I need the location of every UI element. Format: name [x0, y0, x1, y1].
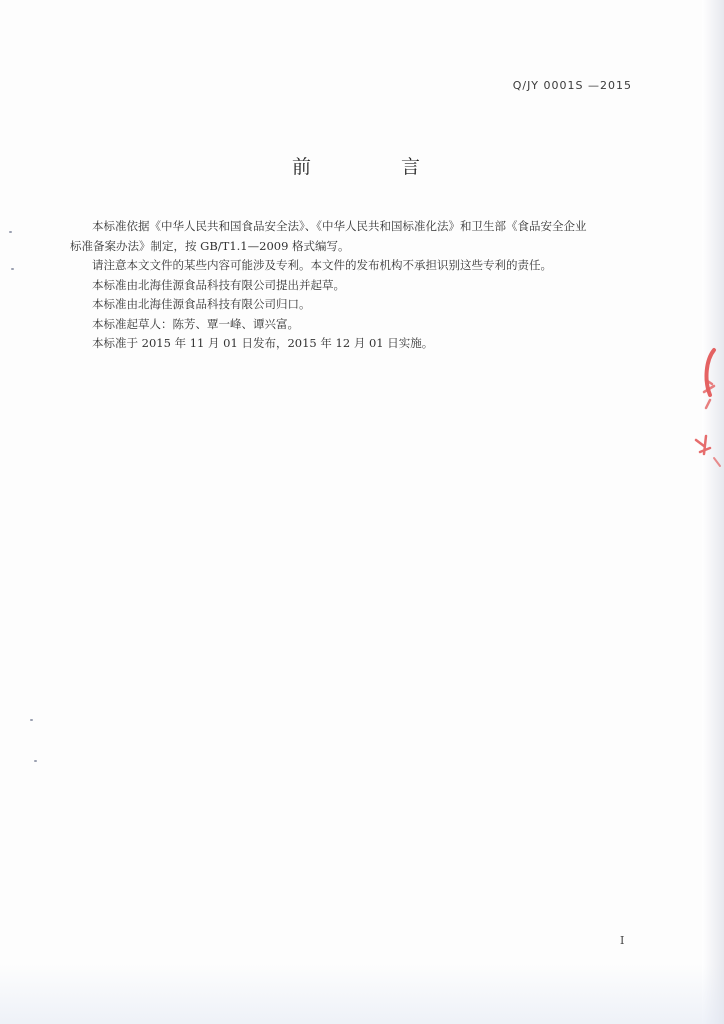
page-number: I: [620, 934, 625, 947]
page-title: 前 言: [291, 156, 463, 178]
scan-speck: [30, 719, 33, 721]
scan-speck: [11, 268, 14, 270]
paragraph-line: 请注意本文文件的某些内容可能涉及专利。本文件的发布机构不承担识别这些专利的责任。: [92, 258, 552, 272]
paragraph-dates: [70, 334, 640, 354]
paragraph-line: 本标准由北海佳源食品科技有限公司提出并起草。: [92, 277, 345, 292]
paragraph-line: 本标准于 2015 年 11 月 01 日发布，2015 年 12 月 01 日实施。: [92, 336, 434, 350]
paragraph-line: 本标准起草人：陈芳、覃一峰、谭兴富。: [92, 316, 299, 331]
scan-speck: [9, 231, 12, 233]
paragraph-drafters: [70, 315, 640, 335]
scan-speck: [34, 760, 37, 762]
paragraph-line: 本标准依据《中华人民共和国食品安全法》、《中华人民共和国标准化法》和卫生部《食品安全企业: [92, 219, 587, 233]
paragraph-line: 本标准由北海佳源食品科技有限公司归口。: [92, 297, 311, 311]
paragraph-proposer: [70, 276, 640, 296]
paragraph-centralized: [70, 295, 640, 315]
red-seal-fragment: [684, 340, 724, 500]
paragraph-patent-notice: [70, 256, 640, 276]
paragraph-line: 标准备案办法》制定，按 GB/T1.1—2009 格式编写。: [70, 238, 350, 253]
seal-mark-icon: [684, 340, 724, 500]
page-bottom-shadow: [0, 964, 724, 1024]
standard-code: Q/JY 0001S —2015: [512, 79, 632, 92]
paragraph-basis: [70, 217, 640, 256]
foreword-body: [70, 217, 640, 354]
